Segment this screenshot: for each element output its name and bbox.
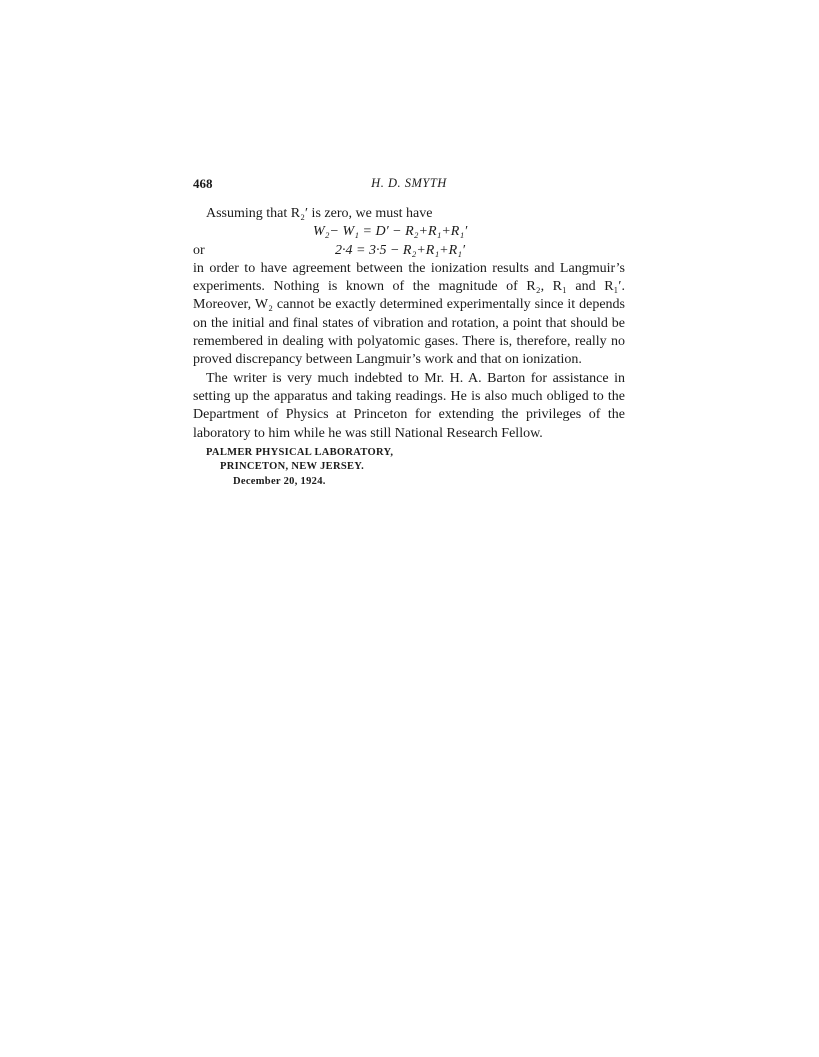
running-head: H. D. SMYTH [371,176,447,190]
affiliation-location: PRINCETON, NEW JERSEY. [220,461,365,473]
affiliation-block [193,446,625,490]
equation-2-line [193,242,625,260]
equation-1: W₂− W₁ = D′ − R₂+R₁+R₁′ [313,224,468,240]
page-header [193,176,625,194]
or-label: or [193,242,205,258]
affiliation-lab: PALMER PHYSICAL LABORATORY, [206,446,394,458]
paragraph-2: The writer is very much indebted to Mr. H. A. Barton for assistance in setting up the apparatus and taking readings. He is also much obliged to the Department of Physics at Princeton for extending the privileges of the laboratory to him while he was still National Research Fellow. [193,370,625,441]
page-number: 468 [193,176,213,191]
equation-2: 2·4 = 3·5 − R₂+R₁+R₁′ [335,242,466,258]
intro-line: Assuming that R₂′ is zero, we must have [206,206,433,221]
page-body [193,205,625,489]
paragraph-1: in order to have agreement between the ionization results and Langmuir’s experiments. Nothing is known of the magnitude of R₂, R₁ and R₁′. Moreover, W₂ cannot be exactly determined experimentally since it depends on the initial and final states of vibration and rotation, a point that should be remembered in dealing with polyatomic gases. There is, therefore, really no proved discrepancy between Langmuir’s work and that on ionization. [193,260,625,368]
equation-1-line [193,223,625,241]
affiliation-date: December 20, 1924. [233,475,326,487]
